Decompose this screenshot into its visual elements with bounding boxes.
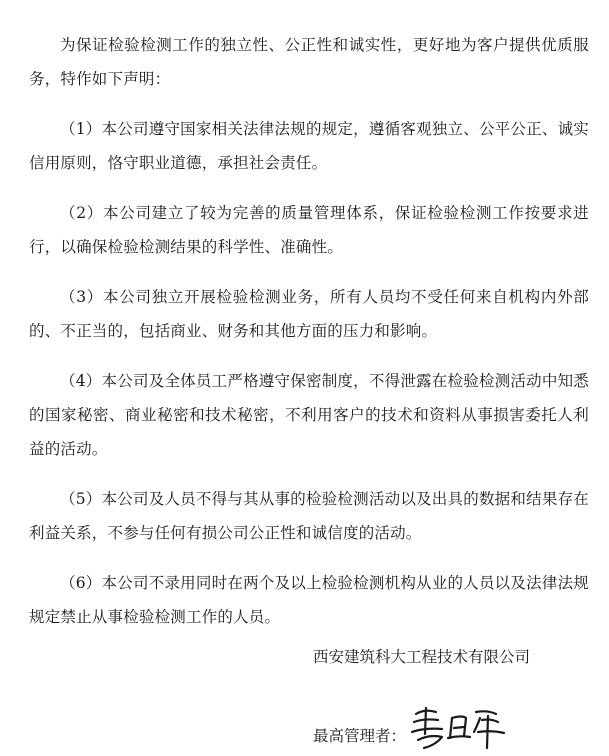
manager-label: 最高管理者：: [313, 727, 407, 745]
clause-4-paragraph: （4）本公司及全体员工严格遵守保密制度，不得泄露在检验检测活动中知悉的国家秘密、商业秘密和技术秘密，不利用客户的技术和资料从事损害委托人利益的活动。: [29, 372, 589, 458]
clause-6-paragraph: （6）本公司不录用同时在两个及以上检验检测机构从业的人员以及法律法规规定禁止从事检验检测工作的人员。: [29, 574, 589, 626]
clause-1-paragraph: （1）本公司遵守国家相关法律法规的规定，遵循客观独立、公平公正、诚实信用原则，恪守职业道德，承担社会责任。: [29, 120, 589, 172]
clause-3-paragraph: （3）本公司独立开展检验检测业务，所有人员均不受任何来自机构内外部的、不正当的，包括商业、财务和其他方面的压力和影响。: [29, 288, 589, 340]
signature-block: [313, 640, 593, 745]
company-name: 西安建筑科大工程技术有限公司: [313, 648, 531, 666]
intro-paragraph: 为保证检验检测工作的独立性、公正性和诚实性，更好地为客户提供优质服务，特作如下声明：: [29, 36, 589, 88]
manager-row: [313, 702, 508, 748]
handwritten-signature: [408, 702, 508, 752]
clause-5-paragraph: （5）本公司及人员不得与其从事的检验检测活动以及出具的数据和结果存在利益关系，不参与任何有损公司公正性和诚信度的活动。: [29, 490, 589, 542]
clause-2-paragraph: （2）本公司建立了较为完善的质量管理体系，保证检验检测工作按要求进行，以确保检验检测结果的科学性、准确性。: [29, 204, 589, 256]
statement-body: [29, 28, 589, 650]
